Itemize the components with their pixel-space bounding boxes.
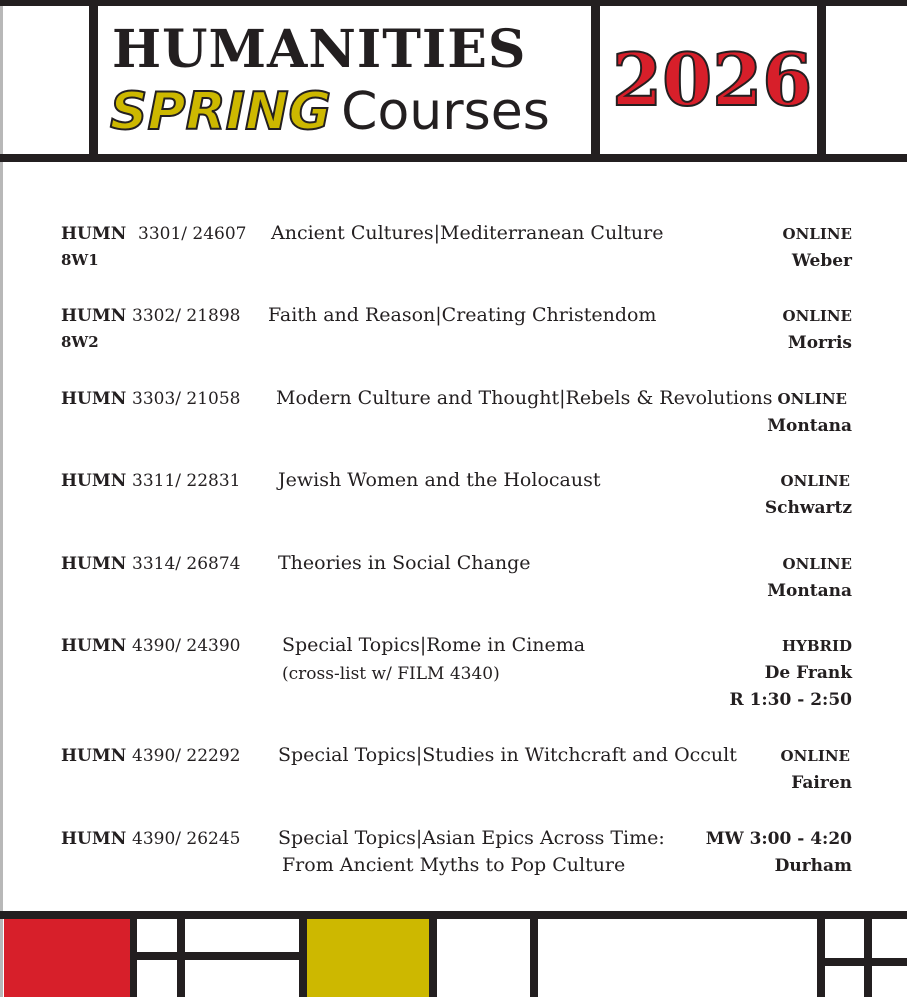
course-subject: HUMN — [61, 746, 127, 766]
course-number: 3303/ 21058 — [132, 389, 241, 409]
title-spring: SPRING — [110, 82, 332, 142]
course-format: ONLINE — [782, 555, 852, 573]
course-number: 3311/ 22831 — [132, 471, 241, 491]
header-bottom-line — [0, 154, 907, 162]
course-instructor: De Frank — [764, 663, 852, 683]
course-row — [0, 305, 907, 365]
course-meeting-time: R 1:30 - 2:50 — [729, 690, 852, 710]
course-title: Jewish Women and the Holocaust — [278, 469, 601, 491]
course-format: ONLINE — [780, 472, 850, 490]
course-row — [0, 388, 907, 448]
course-title: Special Topics|Studies in Witchcraft and Occult — [278, 744, 737, 766]
title-year: 2026 — [612, 37, 813, 122]
course-row — [0, 828, 907, 888]
course-subject: HUMN — [61, 306, 127, 326]
course-instructor: Montana — [767, 581, 852, 601]
course-instructor: Durham — [774, 856, 852, 876]
footer-v-line — [299, 911, 307, 997]
footer-v-line — [429, 911, 437, 997]
header-top-line — [0, 0, 907, 6]
course-row — [0, 635, 907, 715]
course-subject: HUMN — [61, 554, 127, 574]
course-format: HYBRID — [781, 637, 852, 655]
course-instructor: Schwartz — [764, 498, 852, 518]
course-instructor: Morris — [787, 333, 852, 353]
header-divider-right — [817, 0, 826, 160]
red-block — [4, 919, 130, 997]
course-number: 3301/ 24607 — [138, 224, 247, 244]
course-instructor: Fairen — [791, 773, 852, 793]
course-number: 4390/ 22292 — [132, 746, 241, 766]
course-instructor: Weber — [791, 251, 852, 271]
footer-v-line — [530, 911, 538, 997]
course-format: ONLINE — [777, 390, 847, 408]
footer-h-line-right — [817, 958, 907, 966]
course-term: 8W1 — [61, 251, 99, 269]
course-subject: HUMN — [61, 389, 127, 409]
course-title-continued: From Ancient Myths to Pop Culture — [282, 854, 626, 876]
course-term: 8W2 — [61, 333, 99, 351]
course-number: 4390/ 26245 — [132, 829, 241, 849]
course-title: Ancient Cultures|Mediterranean Culture — [271, 222, 664, 244]
footer-v-line — [177, 911, 185, 997]
header-divider-left — [89, 0, 98, 160]
course-format: ONLINE — [782, 225, 852, 243]
course-format: ONLINE — [780, 747, 850, 765]
course-instructor: Montana — [767, 416, 852, 436]
course-title: Modern Culture and Thought|Rebels & Revolutions — [276, 387, 773, 409]
course-subject: HUMN — [61, 829, 127, 849]
title-courses: Courses — [341, 82, 550, 142]
course-row — [0, 470, 907, 530]
course-number: 3302/ 21898 — [132, 306, 241, 326]
course-crosslist: (cross-list w/ FILM 4340) — [282, 664, 500, 684]
course-meeting-time: MW 3:00 - 4:20 — [705, 829, 852, 849]
course-title: Special Topics|Asian Epics Across Time: — [278, 827, 665, 849]
course-row — [0, 553, 907, 613]
footer-v-line — [130, 911, 137, 997]
footer-h-line-left — [130, 952, 307, 960]
yellow-block — [307, 919, 429, 997]
course-format: ONLINE — [782, 307, 852, 325]
title-humanities: HUMANITIES — [112, 19, 527, 80]
course-row — [0, 745, 907, 805]
course-title: Faith and Reason|Creating Christendom — [268, 304, 657, 326]
course-subject: HUMN — [61, 471, 127, 491]
course-title: Theories in Social Change — [278, 552, 531, 574]
course-subject: HUMN — [61, 224, 127, 244]
title-line-spring-courses — [110, 82, 590, 142]
course-subject: HUMN — [61, 636, 127, 656]
course-number: 4390/ 24390 — [132, 636, 241, 656]
course-number: 3314/ 26874 — [132, 554, 241, 574]
footer-v-line — [864, 911, 872, 997]
course-title: Special Topics|Rome in Cinema — [282, 634, 586, 656]
header-divider-middle — [591, 0, 600, 160]
footer-v-line — [817, 911, 825, 997]
course-row — [0, 223, 907, 283]
